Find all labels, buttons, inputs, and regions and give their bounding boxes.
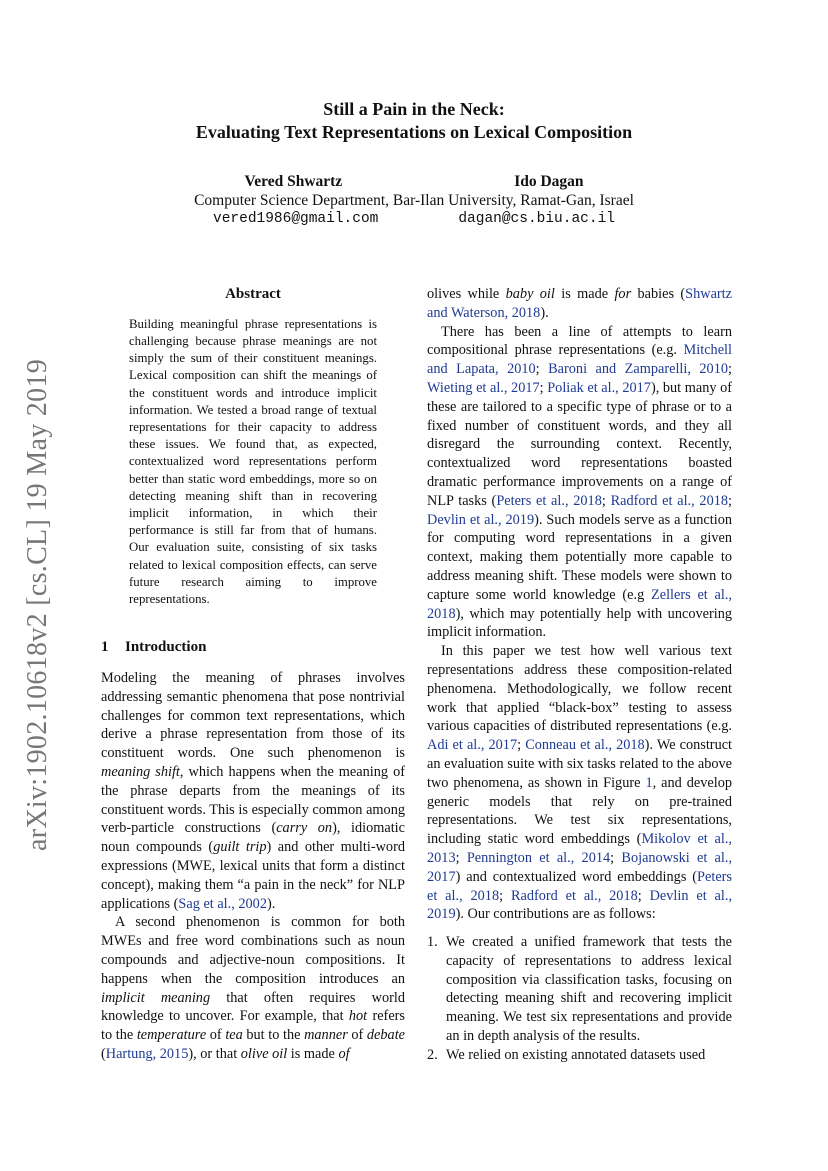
citation-link[interactable]: Mitchell and Lapata, 2010	[427, 342, 732, 378]
section-heading-introduction	[101, 638, 405, 657]
title-line-1: Still a Pain in the Neck:	[323, 99, 505, 119]
citation-link[interactable]: Peters et al., 2018	[496, 492, 602, 509]
list-item-text: We relied on existing annotated datasets used	[446, 1046, 706, 1063]
title-line-2: Evaluating Text Representations on Lexical Composition	[195, 122, 633, 142]
intro-paragraph-2: A second phenomenon is common for both MWEs and free word combinations such as noun compounds and adjective-noun compositions. It happens when the composition introduces an implicit meaning that often requires world knowledge to uncover. For example, that hot refers to the temperature of tea but to the manner of debate (Hartung, 2015), or that olive oil is made of	[101, 914, 406, 1062]
author-email-1: vered1986@gmail.com	[213, 211, 379, 227]
arxiv-side-stamp	[18, 355, 58, 855]
citation-link[interactable]: Radford et al., 2018	[610, 492, 729, 509]
example-carry-on: carry on	[276, 820, 333, 837]
citation-link[interactable]: Sag et al., 2002	[178, 895, 267, 912]
citation-link[interactable]: Hartung, 2015	[105, 1045, 189, 1062]
citation-link[interactable]: Poliak et al., 2017	[547, 379, 651, 396]
citation-link[interactable]: Devlin et al., 2019	[427, 511, 535, 528]
list-marker: 2.	[427, 1046, 438, 1063]
citation-link[interactable]: Radford et al., 2018	[510, 887, 638, 904]
paper-title	[0, 98, 828, 144]
abstract-heading: Abstract	[225, 286, 281, 302]
citation-link[interactable]: Bojanowski et al., 2017	[427, 849, 733, 885]
intro-paragraph-3: There has been a line of attempts to learn compositional phrase representations (e.g. Mitchell and Lapata, 2010; Baroni and Zamparelli, 2010; Wieting et al., 2017; Poliak et al., 2017), but many of these are tailored to a specific type of phrase or to a fixed number of constituent words, and they all disregard the surrounding context. Recently, contextualized word representations boasted dramatic performance improvements on a range of NLP tasks (Peters et al., 2018; Radford et al., 2018; Devlin et al., 2019). Such models serve as a function for computing word representations in a given context, making them potentially more capable to address meaning shift. These models were shown to capture some world knowledge (e.g Zellers et al., 2018), which may potentially help with uncovering implicit information.	[427, 323, 733, 641]
arxiv-identifier: arXiv:1902.10618v2 [cs.CL] 19 May 2019	[22, 358, 54, 852]
term-implicit-meaning: implicit meaning	[101, 989, 211, 1006]
author-email-2: dagan@cs.biu.ac.il	[458, 211, 615, 227]
example-guilt-trip: guilt trip	[213, 839, 267, 856]
right-column	[427, 285, 732, 1065]
author-emails	[0, 210, 828, 229]
section-number: 1	[101, 639, 109, 656]
citation-link[interactable]: Peters et al., 2018	[427, 868, 732, 904]
list-item	[427, 1046, 732, 1065]
author-name-1: Vered Shwartz	[244, 173, 343, 190]
abstract-body: Building meaningful phrase representations is challenging because phrase meanings are not simply the sum of their constituent meanings. Lexical composition can shift the meanings of the constituent words and introduce implicit information. We tested a broad range of textual representations for their capacity to address these issues. We found that, as expected, contextualized word representations perform better than static word embeddings, more so on detecting meaning shift than in recovering implicit information, in which their performance is still far from that of humans. Our evaluation suite, consisting of six tasks related to lexical composition effects, can serve future research aiming to improve representations.	[129, 316, 377, 607]
author-block	[0, 172, 828, 229]
left-column	[101, 285, 405, 1064]
citation-link[interactable]: Mikolov et al., 2013	[427, 831, 732, 866]
intro-paragraph-1: Modeling the meaning of phrases involves addressing semantic phenomena that pose nontrivial challenges for common text representations, which derive a phrase representation from those of its constituent words. One such phenomenon is meaning shift, which happens when the meaning of the phrase departs from the meanings of its constituent words. This is especially common among verb-particle constructions (carry on), idiomatic noun compounds (guilt trip) and other multi-word expressions (MWE, lexical units that form a distinct concept), making them “a pain in the neck” for NLP applications (Sag et al., 2002).	[101, 670, 405, 912]
citation-link[interactable]: Baroni and Zamparelli, 2010	[548, 361, 729, 378]
citation-link[interactable]: Adi et al., 2017	[427, 737, 518, 754]
author-name-2: Ido Dagan	[514, 173, 584, 190]
contributions-list	[427, 933, 732, 1065]
citation-link[interactable]: Conneau et al., 2018	[525, 737, 645, 754]
figure-reference-link[interactable]: 1	[645, 774, 653, 791]
citation-link[interactable]: Wieting et al., 2017	[427, 379, 540, 396]
citation-link[interactable]: Devlin et al., 2019	[427, 887, 733, 923]
citation-link[interactable]: Pennington et al., 2014	[466, 849, 611, 866]
intro-paragraph-4: In this paper we test how well various text representations address these composition-related phenomena. Methodologically, we follow recent work that applied “black-box” testing to assess various capacities of distributed representations (e.g. Adi et al., 2017; Conneau et al., 2018). We construct an evaluation suite with six tasks related to the above two phenomena, as shown in Figure 1, and develop generic models that rely on pre-trained representations. We test six representations, including static word embeddings (Mikolov et al., 2013; Pennington et al., 2014; Bojanowski et al., 2017) and contextualized word embeddings (Peters et al., 2018; Radford et al., 2018; Devlin et al., 2019). Our contributions are as follows:	[427, 643, 733, 923]
section-title: Introduction	[125, 639, 207, 656]
author-affiliation: Computer Science Department, Bar-Ilan University, Ramat-Gan, Israel	[194, 192, 634, 209]
list-item	[427, 933, 732, 1046]
author-names	[0, 172, 828, 191]
list-item-text: We created a unified framework that tests the capacity of representations to address lexical composition via classification tasks, focusing on detecting meaning shift and recovering implicit meaning. We test six representations and provide an in depth analysis of the results.	[446, 934, 732, 1045]
term-meaning-shift: meaning shift	[101, 764, 180, 781]
list-marker: 1.	[427, 934, 438, 951]
citation-link[interactable]: Zellers et al., 2018	[427, 586, 732, 622]
citation-link[interactable]: Shwartz and Waterson, 2018	[427, 286, 732, 321]
intro-paragraph-2-continued: olives while baby oil is made for babies (Shwartz and Waterson, 2018).	[427, 286, 732, 321]
